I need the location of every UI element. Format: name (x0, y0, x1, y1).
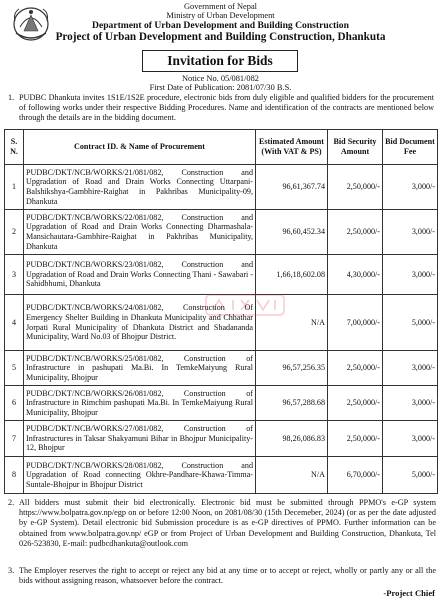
signature: -Project Chief (383, 588, 435, 598)
row-sn: 4 (5, 295, 24, 351)
row-sn: 8 (5, 457, 24, 494)
row-description: PUDBC/DKT/NCB/WORKS/25/081/082, Construction of Infrastructure in pashupati Ma.Bi. In TemkeMaiyung Rural Municipality, Bhojpur (24, 351, 256, 386)
government-line: Government of Nepal (183, 2, 258, 11)
header-contract: Contract ID. & Name of Procurement (24, 130, 256, 165)
row-fee: 3,000/- (383, 421, 438, 457)
row-security: 2,50,000/- (328, 165, 383, 210)
item3-number: 3. (8, 566, 15, 575)
row-description: PUDBC/DKT/NCB/WORKS/24/081/082, Construction Of Emergency Shelter Building in Dhankuta Municipality and Chhathar Jorpati Rural Municipality of Dhankuta District and Shadananda Municipality, Ward No.03 of Bhojpur District. (24, 295, 256, 351)
table-row (5, 421, 438, 457)
submission-paragraph (8, 498, 436, 549)
row-security: 2,50,000/- (328, 386, 383, 421)
project-title: Project of Urban Development and Building Construction, Dhankuta (55, 31, 386, 43)
table-row (5, 351, 438, 386)
row-fee: 3,000/- (383, 351, 438, 386)
watermark-stamp-icon (205, 292, 285, 318)
item2-number: 2. (8, 498, 15, 507)
row-amount: N/A (256, 295, 328, 351)
row-description: PUDBC/DKT/NCB/WORKS/23/081/082, Construction and Upgradation of Road and Drain Works Connecting Thani - Sawabari - Sahidbhumi, Dhankuta (24, 255, 256, 295)
row-sn: 6 (5, 386, 24, 421)
publication-date: First Date of Publication: 2081/07/30 B.S. (149, 83, 292, 92)
row-amount: 96,60,452.34 (256, 210, 328, 255)
row-fee: 3,000/- (383, 386, 438, 421)
row-sn: 2 (5, 210, 24, 255)
header-sn: S. N. (5, 130, 24, 165)
invitation-banner: Invitation for Bids (142, 50, 298, 72)
table-header-row (5, 130, 438, 165)
table-row (5, 255, 438, 295)
item2-text: All bidders must submit their bid electronically. Electronic bid must be submitted through PPMO's e-GP system https://www.bolpatra.gov.np/egp on or before 12:00 Noon, on 2081/08/30 (15th Decemeber, 2024) (or as per the date adjusted by e-GP System). Detail electronic bid Submission procedure is as e-GP directives of PPMO. Further information can be obtained from www.bolpatra.gov.np/ eGP or from Project of Urban Development and Building Construction, Dhankuta, Tel 026-523830, E-mail: pudbcdhankuta@outlook.com (19, 498, 436, 548)
item3-text: The Employer reserves the right to accept or reject any bid at any time or to accept or reject, wholly or partly any or all the bids without assigning reason, whatsoever before the contract. (19, 566, 436, 586)
row-sn: 1 (5, 165, 24, 210)
row-description: PUDBC/DKT/NCB/WORKS/26/081/082, Construction of Infrastructure in Rimchim pashupati Ma.Bi. In TemkeMaiyung Rural Municipality, Bhojpur (24, 386, 256, 421)
row-security: 2,50,000/- (328, 210, 383, 255)
row-fee: 5,000/- (383, 457, 438, 494)
header-amount: Estimated Amount (With VAT & PS) (256, 130, 328, 165)
row-amount: 96,61,367.74 (256, 165, 328, 210)
row-security: 2,50,000/- (328, 351, 383, 386)
row-fee: 5,000/- (383, 295, 438, 351)
row-fee: 3,000/- (383, 165, 438, 210)
row-amount: 96,57,288.68 (256, 386, 328, 421)
row-description: PUDBC/DKT/NCB/WORKS/27/081/082, Construction of Infrastructures in Taksar Shakyamuni Bihar in Bhojpur Municipality-12, Bhojpur (24, 421, 256, 457)
intro-paragraph (8, 93, 434, 124)
row-description: PUDBC/DKT/NCB/WORKS/21/081/082, Construction and Upgradation of Road and Drain Works Connecting Uttarpani-Balshikshya-Gambhire-Raighat in Pakhribas Municipality-09, Dhankuta (24, 165, 256, 210)
table-row (5, 210, 438, 255)
rights-paragraph (8, 566, 436, 586)
row-sn: 3 (5, 255, 24, 295)
header-security: Bid Security Amount (328, 130, 383, 165)
ministry-line: Ministry of Urban Development (166, 11, 275, 20)
intro-text: PUDBC Dhankuta invites 1S1E/1S2E procedure, electronic bids from duly eligible and qualified bidders for the procurement of following works under their respective Bidding Procedures. Name and identification of the contracts are mentioned below through the details are in the bidding document. (19, 93, 434, 123)
intro-number: 1. (8, 93, 15, 102)
row-fee: 3,000/- (383, 255, 438, 295)
row-security: 6,70,000/- (328, 457, 383, 494)
table-row (5, 386, 438, 421)
row-amount: 96,57,256.35 (256, 351, 328, 386)
department-line: Department of Urban Development and Building Construction (92, 20, 349, 31)
row-description: PUDBC/DKT/NCB/WORKS/22/081/082, Construction and Upgradation of Road and Drain Works Connecting Dharmashala-Mansichautara-Gambhire-Raighat in Pakhribas Municipality, Dhankuta (24, 210, 256, 255)
row-amount: 1,66,18,602.08 (256, 255, 328, 295)
row-description: PUDBC/DKT/NCB/WORKS/28/081/082, Construction and Upgradation of Road connecting Okhre-Pandhare-Khawa-Timma-Suntale-Bhojpur in Bhojpur District (24, 457, 256, 494)
row-amount: 98,26,086.83 (256, 421, 328, 457)
notice-number: Notice No. 05/081/082 (182, 74, 259, 83)
table-row (5, 165, 438, 210)
table-row (5, 457, 438, 494)
row-security: 2,50,000/- (328, 421, 383, 457)
row-sn: 7 (5, 421, 24, 457)
row-fee: 3,000/- (383, 210, 438, 255)
row-amount: N/A (256, 457, 328, 494)
row-security: 4,30,000/- (328, 255, 383, 295)
row-security: 7,00,000/- (328, 295, 383, 351)
header-fee: Bid Document Fee (383, 130, 438, 165)
row-sn: 5 (5, 351, 24, 386)
